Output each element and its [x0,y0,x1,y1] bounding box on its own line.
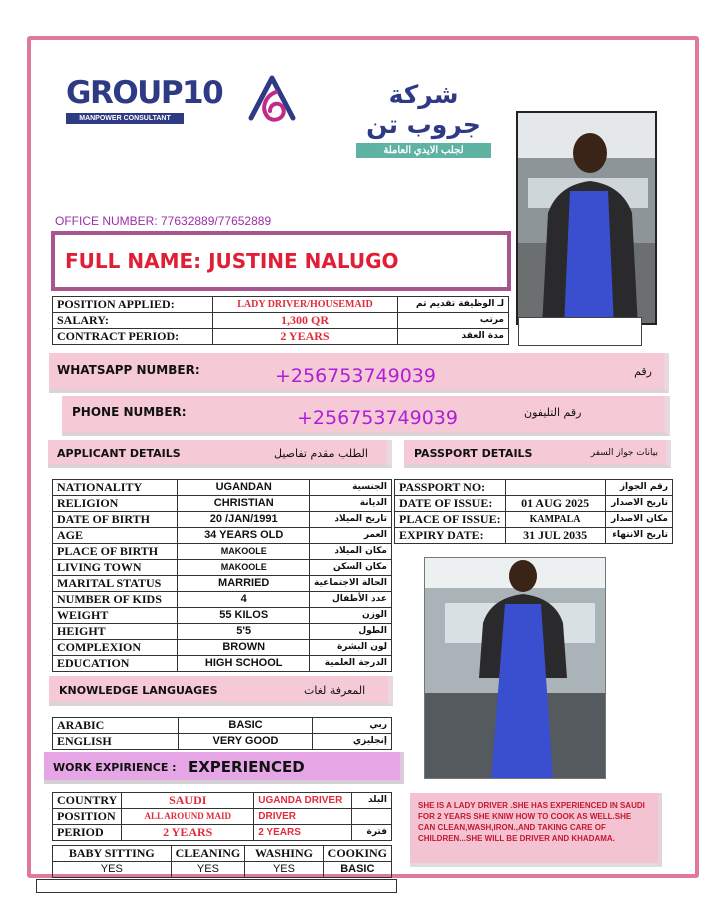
work-position-driver: DRIVER [254,809,352,825]
languages-arabic: المعرفة لغات [304,684,366,697]
applicant-arabic-cell: مكان السكن [310,560,392,576]
table-row [53,793,392,809]
contract-value: 2 YEARS [213,329,398,345]
applicant-details-table [52,479,392,672]
table-row [395,528,673,544]
applicant-label-cell: EDUCATION [53,656,178,672]
position-label: POSITION APPLIED: [53,297,213,313]
applicant-label-cell: WEIGHT [53,608,178,624]
work-history-table [52,792,392,841]
applicant-label-cell: NUMBER OF KIDS [53,592,178,608]
table-row [53,512,392,528]
table-row [53,480,392,496]
work-period-saudi: 2 YEARS [122,825,254,841]
table-row [53,313,509,329]
applicant-label-cell: DATE OF BIRTH [53,512,178,528]
whatsapp-arabic: رقم [634,365,652,378]
applicant-details-arabic: الطلب مقدم تفاصيل [274,447,368,460]
languages-table [52,717,392,750]
applicant-arabic-cell: مكان الميلاد [310,544,392,560]
applicant-arabic-cell: لون البشرة [310,640,392,656]
applicant-value-cell: 5'5 [178,624,310,640]
applicant-details-header [48,440,392,468]
whatsapp-number: +256753749039 [275,365,436,387]
group10-logo-subtitle: MANPOWER CONSULTANT [66,113,184,124]
applicant-arabic-cell: الحالة الاجتماعية [310,576,392,592]
full-name-box: FULL NAME: JUSTINE NALUGO [51,231,511,291]
whatsapp-label: WHATSAPP NUMBER: [57,363,200,377]
phone-label: PHONE NUMBER: [72,405,187,419]
work-position-label: POSITION [53,809,122,825]
group10-logo-title: GROUP10 [66,75,223,111]
passport-value-cell [505,480,605,496]
whatsapp-bar [49,353,669,393]
skill-value-washing: YES [245,862,323,878]
applicant-value-cell: MAKOOLE [178,560,310,576]
salary-arabic: مرتب [398,313,509,329]
arabic-logo [356,80,491,158]
table-row [53,825,392,841]
contract-label: CONTRACT PERIOD: [53,329,213,345]
passport-label-cell: PASSPORT NO: [395,480,506,496]
work-period-uganda: 2 YEARS [254,825,352,841]
applicant-label-cell: NATIONALITY [53,480,178,496]
passport-value-cell: KAMPALA [505,512,605,528]
applicant-note: SHE IS A LADY DRIVER .SHE HAS EXPERIENCED IN SAUDI FOR 2 YEARS SHE KNIW HOW TO COOK AS WELL.SHE CAN CLEAN,WASH,IRON.,AND TAKING CARE OF CHILDREN...SHE WILL BE DRIVER AND KHADAMA. [410,793,662,867]
table-row [395,480,673,496]
table-row [53,624,392,640]
table-row [53,608,392,624]
applicant-arabic-cell: الجنسية [310,480,392,496]
work-country-uganda: UGANDA DRIVER [254,793,352,809]
passport-label-cell: DATE OF ISSUE: [395,496,506,512]
table-row [53,297,509,313]
skill-header-cleaning: CLEANING [171,846,245,862]
passport-details-arabic: بيانات جواز السفر [590,448,658,458]
passport-details-table [394,479,673,544]
applicant-value-cell: BROWN [178,640,310,656]
work-position-maid: ALL AROUND MAID [122,809,254,825]
table-row [53,560,392,576]
skill-value-cleaning: YES [171,862,245,878]
applicant-arabic-cell: تاريخ الميلاد [310,512,392,528]
work-experience-value: EXPERIENCED [188,758,305,776]
applicant-label-cell: PLACE OF BIRTH [53,544,178,560]
passport-details-label: PASSPORT DETAILS [414,447,533,460]
salary-value: 1,300 QR [213,313,398,329]
applicant-value-cell: MARRIED [178,576,310,592]
salary-label: SALARY: [53,313,213,329]
table-row [53,862,392,878]
applicant-label-cell: LIVING TOWN [53,560,178,576]
skill-header-baby-sitting: BABY SITTING [53,846,172,862]
company-mark-icon [243,72,301,128]
table-row [53,496,392,512]
table-row [53,656,392,672]
passport-details-header [404,440,671,468]
contract-arabic: مدة العقد [398,329,509,345]
table-row [53,640,392,656]
applicant-arabic-cell: الدرجة العلمية [310,656,392,672]
applicant-value-cell: 55 KILOS [178,608,310,624]
table-row [53,592,392,608]
applicant-arabic-cell: عدد الأطفال [310,592,392,608]
applicant-value-cell: 20 /JAN/1991 [178,512,310,528]
skill-header-washing: WASHING [245,846,323,862]
applicant-arabic-cell: الطول [310,624,392,640]
arabic-logo-title: شركة جروب تن [366,80,481,139]
skill-value-cooking: BASIC [323,862,391,878]
work-experience-header [44,752,404,784]
table-row [53,846,392,862]
arabic-logo-subtitle: لجلب الايدي العاملة [356,143,491,158]
passport-label-cell: EXPIRY DATE: [395,528,506,544]
work-period-arabic: فترة [352,825,392,841]
language-english-value: VERY GOOD [179,734,313,750]
photo-caption-box [518,317,642,346]
work-position-empty [352,809,392,825]
work-period-label: PERIOD [53,825,122,841]
passport-value-cell: 01 AUG 2025 [505,496,605,512]
passport-value-cell: 31 JUL 2035 [505,528,605,544]
table-row [53,809,392,825]
applicant-label-cell: COMPLEXION [53,640,178,656]
bottom-empty-box [36,879,397,893]
language-arabic-label: ARABIC [53,718,179,734]
table-row [53,576,392,592]
applicant-arabic-cell: العمر [310,528,392,544]
table-row [395,496,673,512]
applicant-value-cell: 34 YEARS OLD [178,528,310,544]
applicant-value-cell: 4 [178,592,310,608]
applicant-value-cell: CHRISTIAN [178,496,310,512]
work-experience-label: WORK EXPIRIENCE : [53,761,177,774]
language-english-ar: إنجليزي [313,734,392,750]
applicant-details-label: APPLICANT DETAILS [57,447,181,460]
table-row [53,544,392,560]
applicant-label-cell: MARITAL STATUS [53,576,178,592]
passport-arabic-cell: تاريخ الاصدار [605,496,672,512]
passport-arabic-cell: تاريخ الانتهاء [605,528,672,544]
skill-value-baby-sitting: YES [53,862,172,878]
work-country-saudi: SAUDI [122,793,254,809]
applicant-value-cell: HIGH SCHOOL [178,656,310,672]
applicant-full-photo [424,557,606,779]
table-row [53,718,392,734]
work-country-arabic: البلد [352,793,392,809]
applicant-value-cell: MAKOOLE [178,544,310,560]
office-number: OFFICE NUMBER: 77632889/77652889 [55,214,272,228]
group10-logo [66,75,223,124]
skills-table [52,845,392,878]
table-row [53,734,392,750]
applicant-label-cell: HEIGHT [53,624,178,640]
language-arabic-value: BASIC [179,718,313,734]
position-value: LADY DRIVER/HOUSEMAID [213,297,398,313]
phone-bar [62,396,670,436]
applicant-arabic-cell: الديانة [310,496,392,512]
passport-arabic-cell: رقم الجواز [605,480,672,496]
languages-header [49,676,393,706]
skill-header-cooking: COOKING [323,846,391,862]
passport-label-cell: PLACE OF ISSUE: [395,512,506,528]
position-arabic: لـ الوظيفة تقديم تم [398,297,509,313]
work-country-label: COUNTRY [53,793,122,809]
language-arabic-ar: ربي [313,718,392,734]
language-english-label: ENGLISH [53,734,179,750]
phone-number: +256753749039 [297,407,458,429]
table-row [53,329,509,345]
position-table [52,296,509,345]
applicant-label-cell: RELIGION [53,496,178,512]
passport-arabic-cell: مكان الاصدار [605,512,672,528]
phone-arabic: رقم التليفون [524,406,582,419]
applicant-value-cell: UGANDAN [178,480,310,496]
table-row [53,528,392,544]
applicant-arabic-cell: الوزن [310,608,392,624]
languages-label: KNOWLEDGE LANGUAGES [59,684,218,697]
table-row [395,512,673,528]
applicant-photo [516,111,657,325]
applicant-label-cell: AGE [53,528,178,544]
